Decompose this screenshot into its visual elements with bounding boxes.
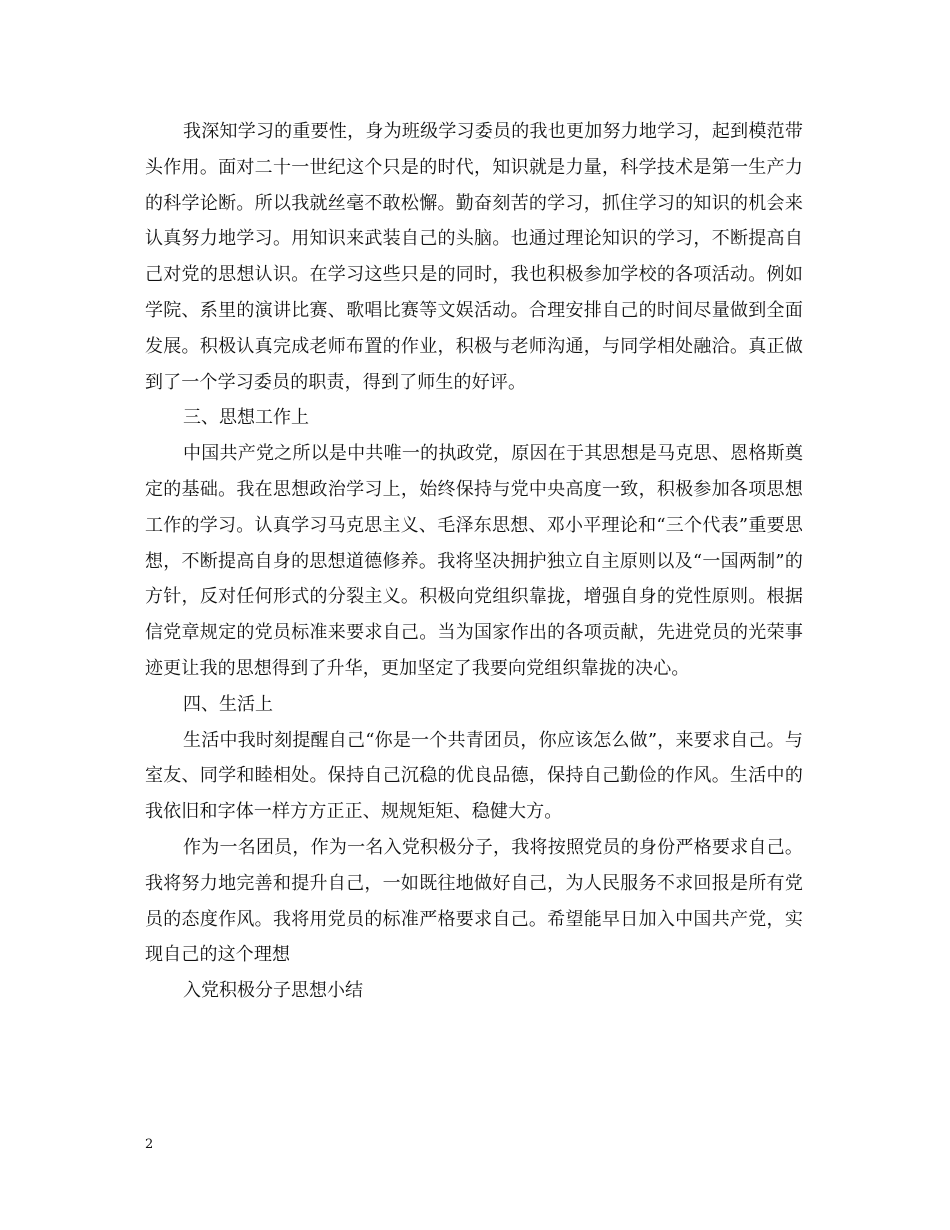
paragraph-conclusion: 作为一名团员，作为一名入党积极分子，我将按照党员的身份严格要求自己。我将努力地完善和提升自己，一如既往地做好自己，为人民服务不求回报是所有党员的态度作风。我将用党员的标准严格要求自己。希望能早日加入中国共产党，实现自己的这个理想 — [145, 836, 803, 966]
document-body — [145, 114, 803, 1009]
paragraph-thought: 中国共产党之所以是中共唯一的执政党，原因在于其思想是马克思、恩格斯奠定的基础。我在思想政治学习上，始终保持与党中央高度一致，积极参加各项思想工作的学习。认真学习马克思主义、毛泽东思想、邓小平理论和“三个代表”重要思想，不断提高自身的思想道德修养。我将坚决拥护独立自主原则以及“一国两制”的方针，反对任何形式的分裂主义。积极向党组织靠拢，增强自身的党性原则。根据信党章规定的党员标准来要求自己。当为国家作出的各项贡献，先进党员的光荣事迹更让我的思想得到了升华，更加坚定了我要向党组织靠拢的决心。 — [145, 443, 803, 679]
paragraph-life: 生活中我时刻提醒自己“你是一个共青团员，你应该怎么做”，来要求自己。与室友、同学和睦相处。保持自己沉稳的优良品德，保持自己勤俭的作风。生活中的我依旧和字体一样方方正正、规规矩矩、稳健大方。 — [145, 729, 803, 823]
paragraph-study: 我深知学习的重要性，身为班级学习委员的我也更加努力地学习，起到模范带头作用。面对二十一世纪这个只是的时代，知识就是力量，科学技术是第一生产力的科学论断。所以我就丝毫不敢松懈。勤奋刻苦的学习，抓住学习的知识的机会来认真努力地学习。用知识来武装自己的头脑。也通过理论知识的学习，不断提高自己对党的思想认识。在学习这些只是的同时，我也积极参加学校的各项活动。例如学院、系里的演讲比赛、歌唱比赛等文娱活动。合理安排自己的时间尽量做到全面发展。积极认真完成老师布置的作业，积极与老师沟通，与同学相处融洽。真正做到了一个学习委员的职责，得到了师生的好评。 — [145, 121, 803, 393]
closing-title: 入党积极分子思想小结 — [183, 980, 363, 1002]
page-number: 2 — [145, 1137, 154, 1152]
section-heading-life: 四、生活上 — [183, 693, 273, 715]
section-heading-thought: 三、思想工作上 — [183, 407, 309, 429]
